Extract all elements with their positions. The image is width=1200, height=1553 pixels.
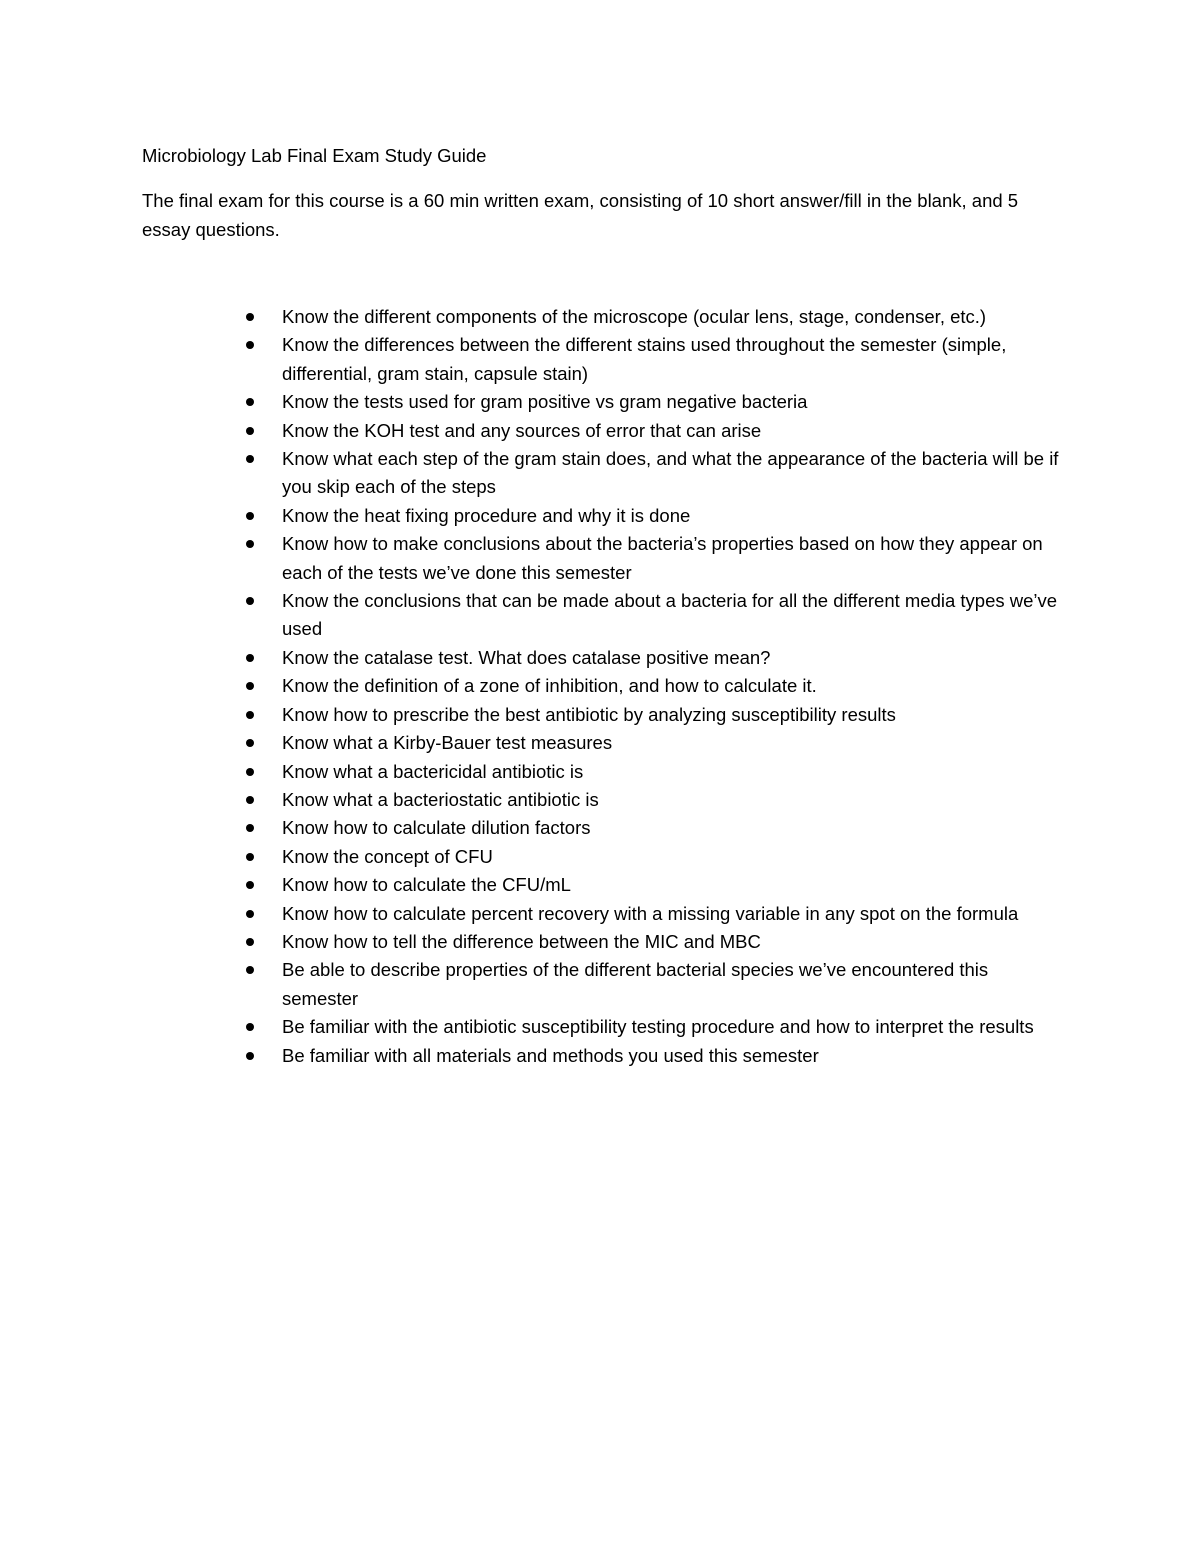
list-item: [238, 331, 1068, 388]
list-item-text: Know the concept of CFU: [282, 845, 493, 867]
list-item: [238, 871, 1068, 899]
list-item-text: Know the differences between the different stains used throughout the semester (simple, differential, gram stain, capsule stain): [282, 334, 1007, 384]
list-item-text: Know the KOH test and any sources of error that can arise: [282, 419, 762, 441]
list-item: [238, 956, 1068, 1013]
list-item-text: Know what a Kirby-Bauer test measures: [282, 732, 613, 754]
intro-paragraph: The final exam for this course is a 60 min written exam, consisting of 10 short answer/fill in the blank, and 5 essay questions.: [142, 190, 1019, 240]
bullet-icon: [246, 881, 254, 889]
list-item: [238, 729, 1068, 757]
list-item-text: Know how to tell the difference between the MIC and MBC: [282, 930, 761, 952]
bullet-icon: [246, 768, 254, 776]
list-item: [238, 644, 1068, 672]
list-item-text: Know the conclusions that can be made about a bacteria for all the different media types we’ve used: [282, 590, 1058, 640]
bullet-icon: [246, 1052, 254, 1060]
study-topics-list: [238, 303, 1068, 1070]
bullet-icon: [246, 597, 254, 605]
list-item-text: Know what each step of the gram stain does, and what the appearance of the bacteria will be if you skip each of the steps: [282, 448, 1059, 498]
bullet-icon: [246, 966, 254, 974]
list-item-text: Know how to prescribe the best antibiotic by analyzing susceptibility results: [282, 703, 896, 725]
list-item: [238, 388, 1068, 416]
list-item-text: Know the catalase test. What does catalase positive mean?: [282, 646, 771, 668]
list-item: [238, 1042, 1068, 1070]
bullet-icon: [246, 398, 254, 406]
list-item: [238, 445, 1068, 502]
list-item-text: Be able to describe properties of the different bacterial species we’ve encountered this semester: [282, 959, 989, 1009]
list-item: [238, 900, 1068, 928]
list-item: [238, 786, 1068, 814]
bullet-icon: [246, 739, 254, 747]
list-item: [238, 530, 1068, 587]
list-item-text: Know how to calculate the CFU/mL: [282, 874, 571, 896]
bullet-icon: [246, 313, 254, 321]
bullet-icon: [246, 796, 254, 804]
bullet-icon: [246, 711, 254, 719]
list-item-text: Know the heat fixing procedure and why it is done: [282, 504, 691, 526]
bullet-icon: [246, 1023, 254, 1031]
list-item: [238, 701, 1068, 729]
bullet-icon: [246, 455, 254, 463]
bullet-icon: [246, 682, 254, 690]
list-item-text: Know what a bactericidal antibiotic is: [282, 760, 584, 782]
list-item: [238, 587, 1068, 644]
list-item: [238, 672, 1068, 700]
bullet-icon: [246, 654, 254, 662]
list-item: [238, 1013, 1068, 1041]
list-item: [238, 417, 1068, 445]
list-item-text: Know the definition of a zone of inhibition, and how to calculate it.: [282, 675, 817, 697]
list-item: [238, 502, 1068, 530]
list-item-text: Know how to make conclusions about the bacteria’s properties based on how they appear on each of the tests we’ve done this semester: [282, 533, 1043, 583]
list-item: [238, 758, 1068, 786]
list-item-text: Know how to calculate percent recovery with a missing variable in any spot on the formula: [282, 902, 1019, 924]
bullet-icon: [246, 853, 254, 861]
bullet-icon: [246, 910, 254, 918]
list-item-text: Know what a bacteriostatic antibiotic is: [282, 788, 599, 810]
list-item: [238, 843, 1068, 871]
document-title: Microbiology Lab Final Exam Study Guide: [142, 145, 487, 166]
list-item-text: Know the tests used for gram positive vs gram negative bacteria: [282, 391, 808, 413]
list-item: [238, 814, 1068, 842]
list-item: [238, 928, 1068, 956]
bullet-icon: [246, 824, 254, 832]
list-item-text: Be familiar with all materials and methods you used this semester: [282, 1044, 819, 1066]
list-item: [238, 303, 1068, 331]
bullet-icon: [246, 540, 254, 548]
bullet-icon: [246, 341, 254, 349]
bullet-icon: [246, 938, 254, 946]
bullet-icon: [246, 427, 254, 435]
list-item-text: Know how to calculate dilution factors: [282, 817, 591, 839]
list-item-text: Know the different components of the microscope (ocular lens, stage, condenser, etc.): [282, 306, 987, 327]
bullet-icon: [246, 512, 254, 520]
list-item-text: Be familiar with the antibiotic susceptibility testing procedure and how to interpret the results: [282, 1016, 1034, 1038]
